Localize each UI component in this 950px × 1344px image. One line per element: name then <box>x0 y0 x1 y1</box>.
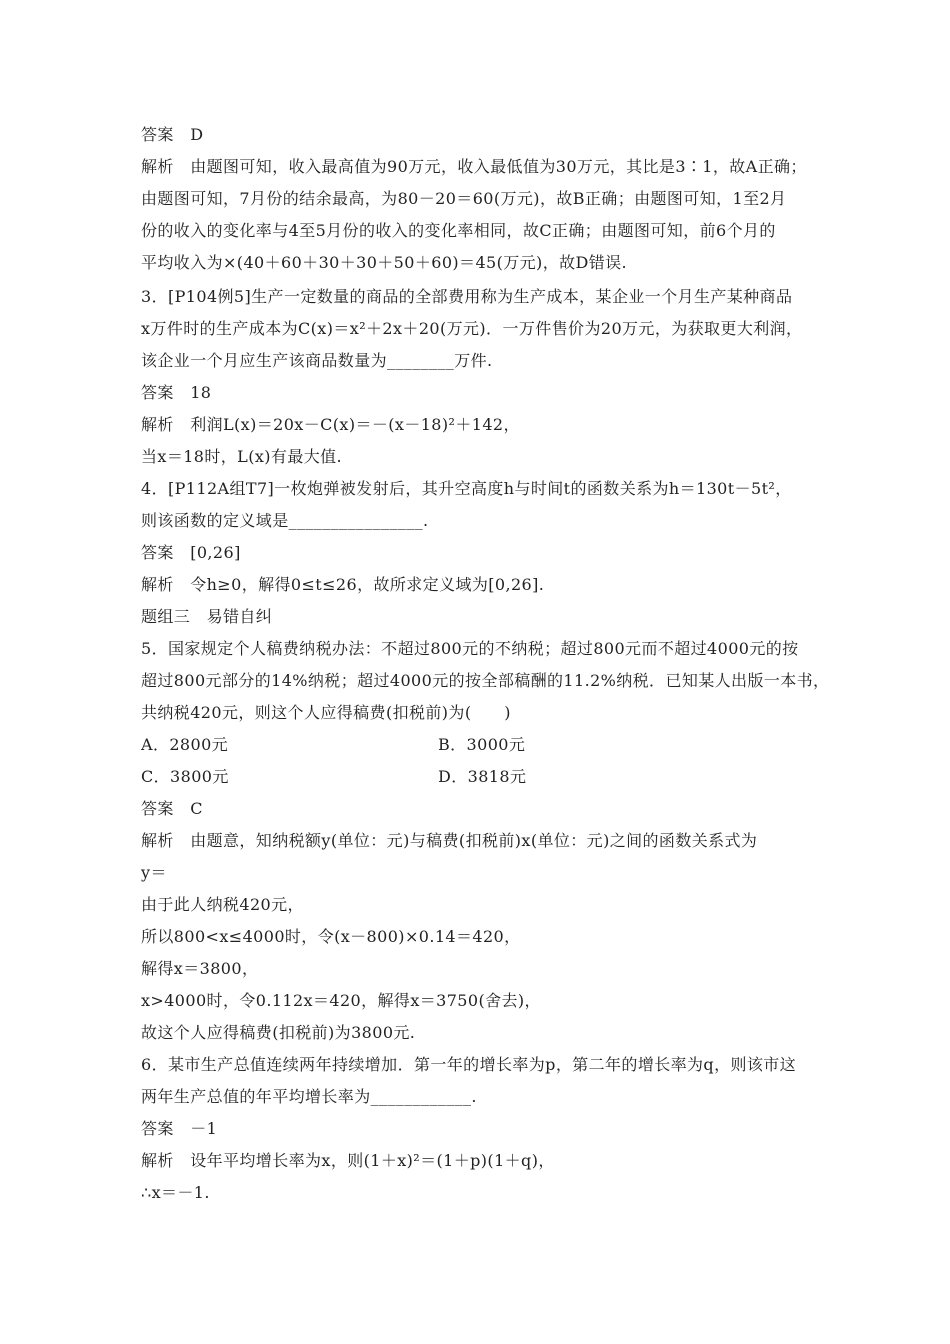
question-3-line: 3．[P104例5]生产一定数量的商品的全部费用称为生产成本，某企业一个月生产某种商品 <box>141 287 793 306</box>
analysis-line: 当x＝18时，L(x)有最大值. <box>141 447 343 466</box>
analysis-line: x>4000时，令0.112x＝420，解得x＝3750(舍去)， <box>141 991 541 1010</box>
answer-label: 答案 C <box>141 799 203 818</box>
option-a: A．2800元 <box>141 735 229 754</box>
analysis-line: ∴x＝－1. <box>141 1183 210 1202</box>
question-4-line: 则该函数的定义域是________________. <box>141 511 429 530</box>
option-d: D．3818元 <box>438 767 527 786</box>
analysis-line: 解析 由题意，知纳税额y(单位：元)与稿费(扣税前)x(单位：元)之间的函数关系式为 <box>141 831 758 850</box>
analysis-line: 所以800<x≤4000时，令(x－800)×0.14＝420， <box>141 927 521 946</box>
analysis-line: 平均收入为×(40＋60＋30＋30＋50＋60)＝45(万元)，故D错误. <box>141 253 628 272</box>
question-5-line: 5．国家规定个人稿费纳税办法：不超过800元的不纳税；超过800元而不超过4000元的按 <box>141 639 799 658</box>
answer-label: 答案 －1 <box>141 1119 218 1138</box>
option-c: C．3800元 <box>141 767 229 786</box>
answer-label: 答案 18 <box>141 383 212 402</box>
analysis-line: 解析 令h≥0，解得0≤t≤26，故所求定义域为[0,26]. <box>141 575 545 594</box>
analysis-line: 故这个人应得稿费(扣税前)为3800元. <box>141 1023 416 1042</box>
section-heading: 题组三 易错自纠 <box>141 607 273 626</box>
analysis-line: 份的收入的变化率与4至5月份的收入的变化率相同，故C正确；由题图可知，前6个月的 <box>141 221 776 240</box>
analysis-line: 解析 由题图可知，收入最高值为90万元，收入最低值为30万元，其比是3∶1，故A正确； <box>141 157 807 176</box>
question-3-line: 该企业一个月应生产该商品数量为________万件. <box>141 351 493 370</box>
option-b: B．3000元 <box>438 735 526 754</box>
answer-label: 答案 [0,26] <box>141 543 241 562</box>
analysis-line: 解析 利润L(x)＝20x－C(x)＝－(x－18)²＋142， <box>141 415 520 434</box>
analysis-line: 解析 设年平均增长率为x，则(1＋x)²＝(1＋p)(1＋q)， <box>141 1151 555 1170</box>
analysis-line: 由于此人纳税420元， <box>141 895 304 914</box>
question-3-line: x万件时的生产成本为C(x)＝x²＋2x＋20(万元)．一万件售价为20万元，为获取更大利润， <box>141 319 803 338</box>
question-6-line: 两年生产总值的年平均增长率为____________. <box>141 1087 477 1106</box>
answer-label: 答案 D <box>141 125 204 144</box>
analysis-line: 解得x＝3800， <box>141 959 259 978</box>
analysis-line: 由题图可知，7月份的结余最高，为80－20＝60(万元)，故B正确；由题图可知，1至2月 <box>141 189 787 208</box>
analysis-line: y＝ <box>141 863 167 882</box>
question-5-line: 共纳税420元，则这个人应得稿费(扣税前)为( ) <box>141 703 511 722</box>
question-6-line: 6．某市生产总值连续两年持续增加．第一年的增长率为p，第二年的增长率为q，则该市这 <box>141 1055 797 1074</box>
question-4-line: 4．[P112A组T7]一枚炮弹被发射后，其升空高度h与时间t的函数关系为h＝130t－5t²， <box>141 479 792 498</box>
question-5-line: 超过800元部分的14%纳税；超过4000元的按全部稿酬的11.2%纳税．已知某人出版一本书， <box>141 671 830 690</box>
